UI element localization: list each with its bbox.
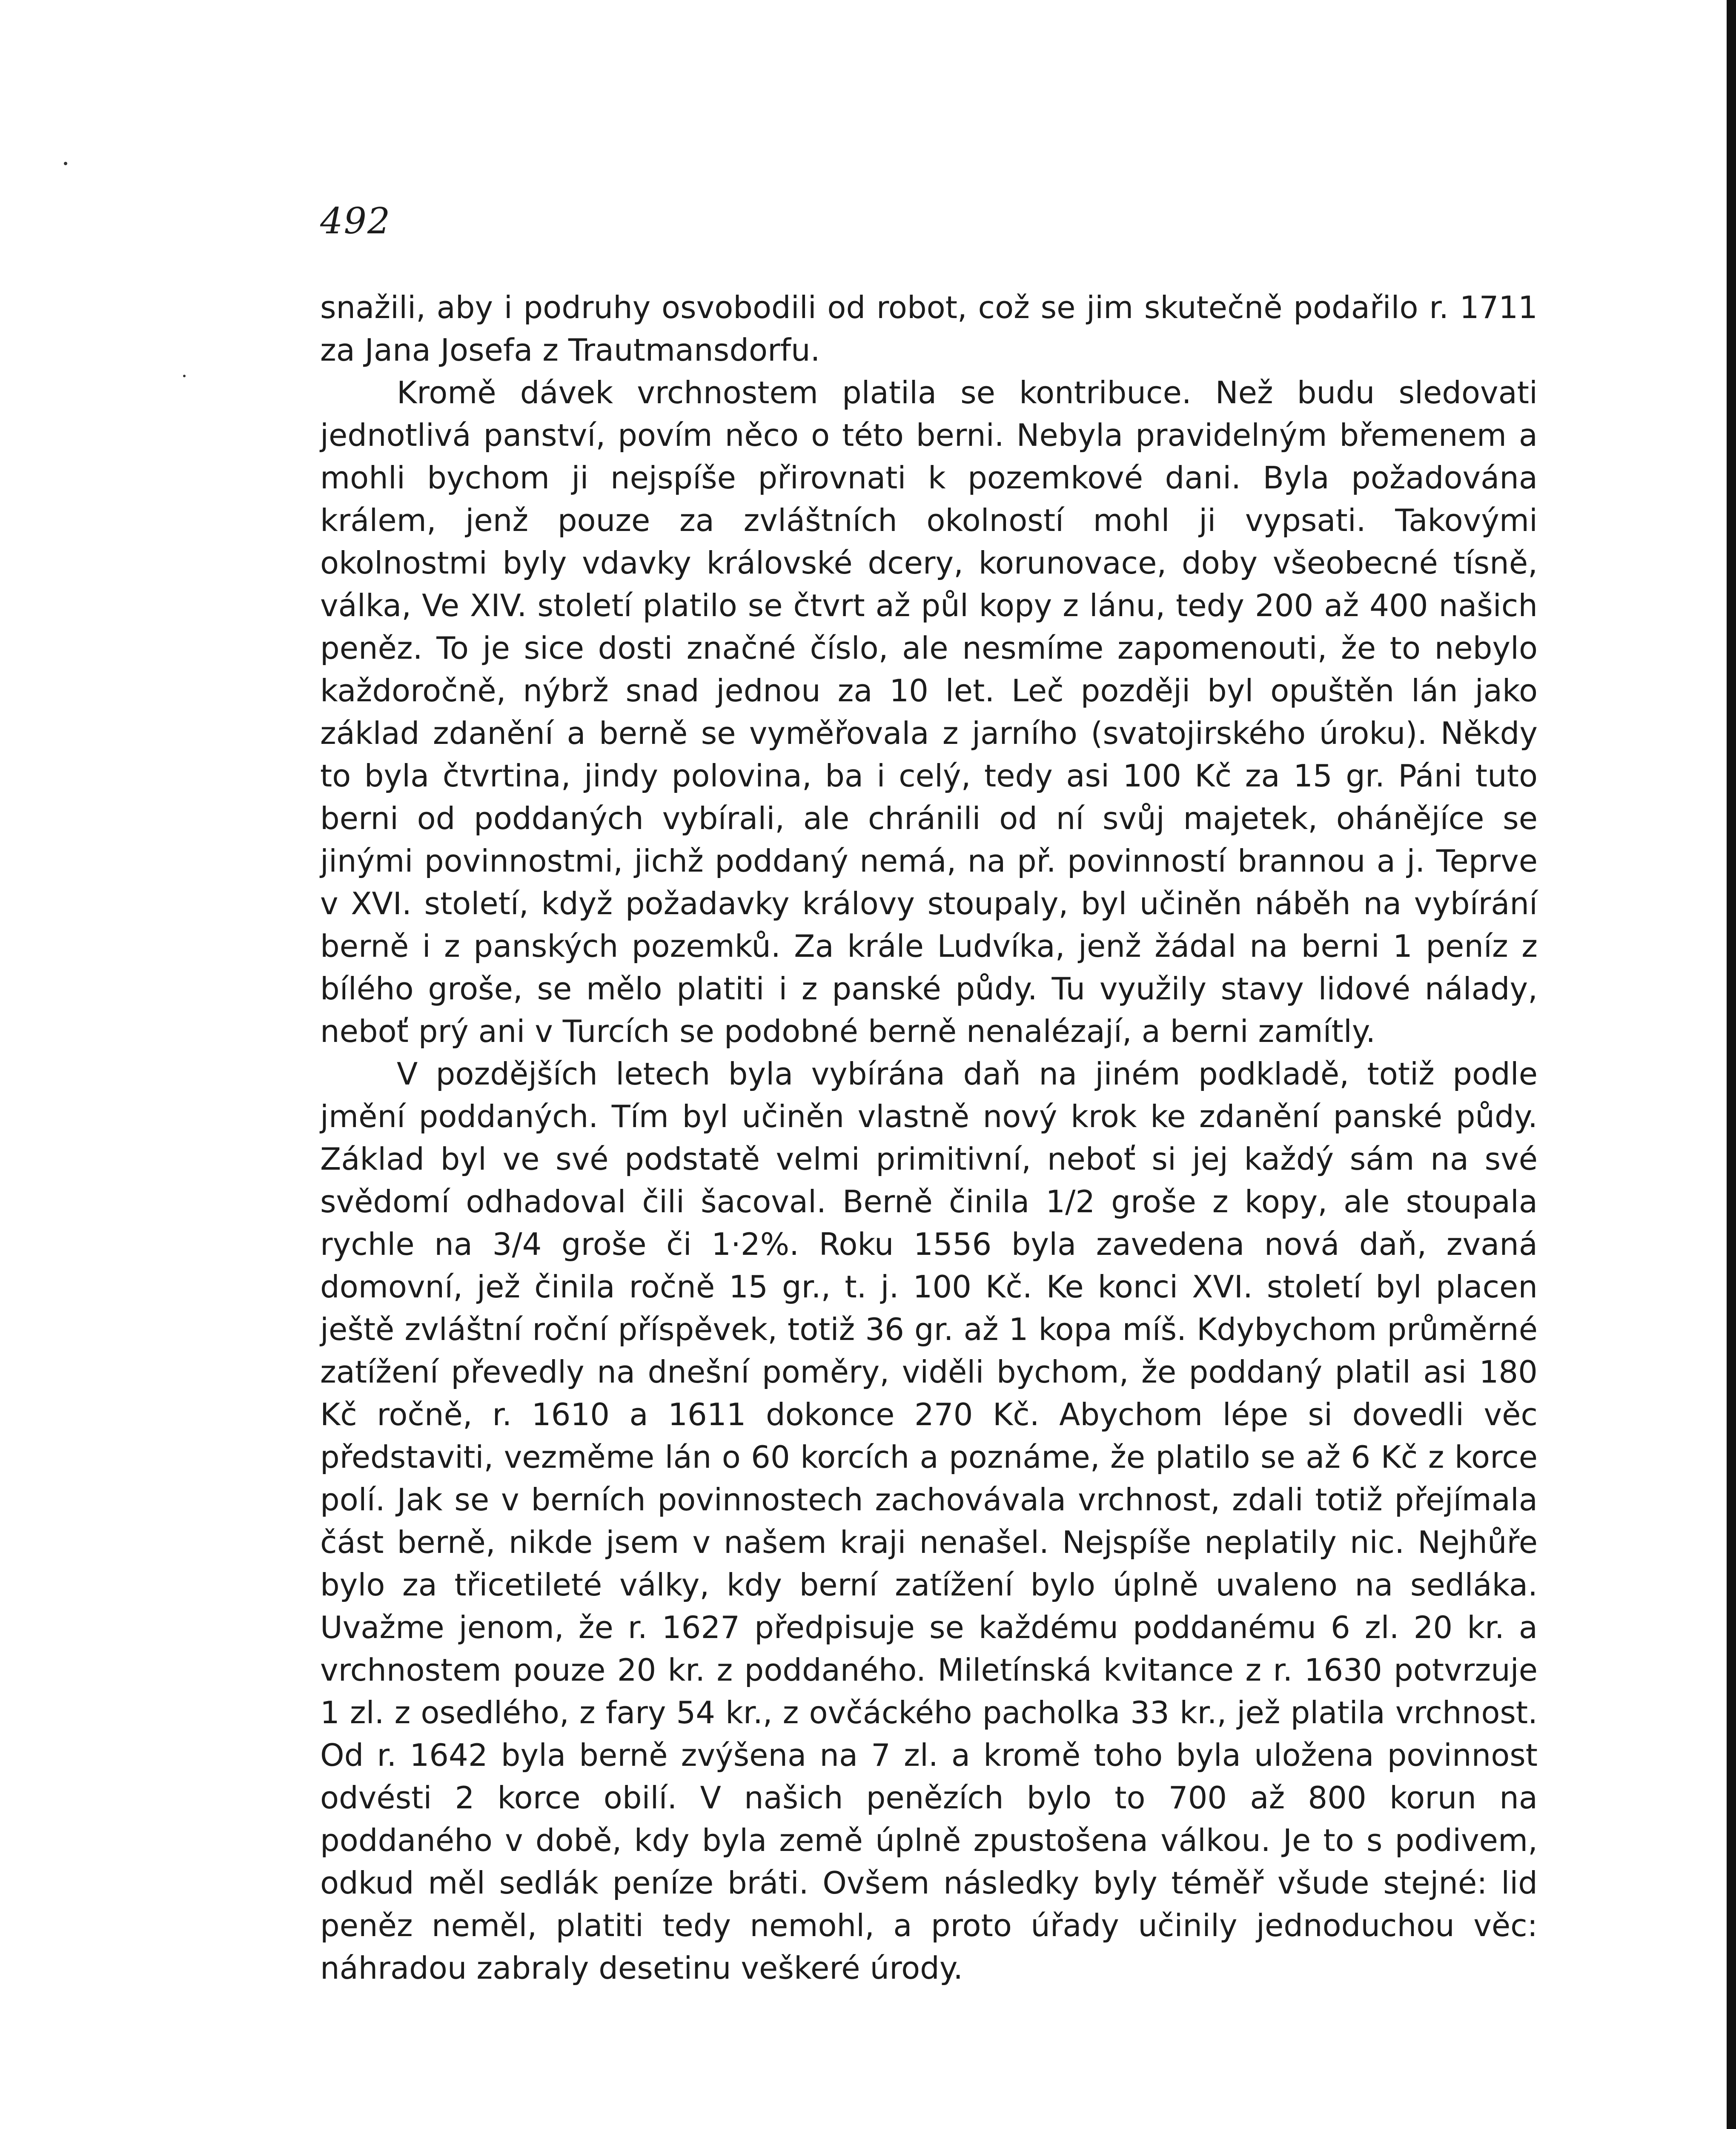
paragraph-3-part-a: V pozdějších letech byla vybírána daň na jiném podkladě, totiž podle jmění poddaných. Tím byl učiněn vlastně nový krok ke zdanění panské půdy. Základ byl ve své podstatě velmi primitivní, neboť si jej každý sám na své svědomí odhadoval čili šacoval. Berně činila [320, 1056, 1538, 1219]
scan-speck [183, 375, 186, 377]
scan-edge-right [1727, 0, 1736, 2129]
paragraph-3-part-c: groše či 1·2%. Roku 1556 byla zavedena nová daň, zvaná domovní, jež činila ročně 15 gr., t. j. 100 Kč. Ke konci XVI. století byl placen ještě zvláštní roční příspěvek, totiž 36 gr. až 1 kopa míš. Kdybychom průměrné zatížení převedly na dnešní poměry, viděli bychom, že poddaný platil asi 180 Kč ročně, r. 1610 a 1611 dokonce 270 Kč. Abychom lépe si dovedli věc představiti, vezměme lán o 60 korcích a poznáme, že platilo se až 6 Kč z korce polí. Jak se v berních povinnostech zachovávala vrchnost, zdali totiž přejímala část berně, nikde jsem v našem kraji nenašel. Nejspíše neplatily nic. Nejhůře bylo za třicetileté války, kdy berní zatížení bylo úplně uvaleno na sedláka. Uvažme jenom, že r. 1627 předpisuje se každému poddanému 6 zl. 20 kr. a vrchnostem pouze 20 kr. z poddaného. Miletínská kvitance z r. 1630 potvrzuje 1 zl. z osedlého, z fary 54 kr., z ovčáckého pacholka 33 kr., jež platila vrchnost. Od r. 1642 byla berně zvýšena na 7 zl. a kromě toho byla uložena povinnost odvésti 2 korce obilí. V našich penězích bylo to 700 až 800 korun na poddaného v době, kdy byla země úplně zpustošena válkou. Je to s podivem, odkud měl sedlák peníze bráti. Ovšem následky byly téměř všude stejné: lid peněz neměl, platiti tedy nemohl, a proto úřady učinily jednoduchou věc: náhradou zabraly desetinu veškeré úrody. [320, 1226, 1538, 1986]
fraction-three-quarters: 3/4 [492, 1226, 542, 1262]
page-number: 492 [320, 200, 391, 242]
paragraph-2: Kromě dávek vrchnostem platila se kontribuce. Než budu sledovati jednotlivá panství, povím něco o této berni. Nebyla pravidelným břemenem a mohli bychom ji nejspíše přirovnati k pozemkové dani. Byla požadována králem, jenž pouze za zvláštních okolností mohl ji vypsati. Takovými okolnostmi byly vdavky královské dcery, korunovace, doby všeobecné tísně, válka, Ve XIV. století platilo se čtvrt až půl kopy z lánu, tedy 200 až 400 našich peněz. To je sice dosti značné číslo, ale nesmíme zapomenouti, že to nebylo každoročně, nýbrž snad jednou za 10 let. Leč později byl opuštěn lán jako základ zdanění a berně se vyměřovala z jarního (svatojirského úroku). Někdy to byla čtvrtina, jindy polovina, ba i celý, tedy asi 100 Kč za 15 gr. Páni tuto berni od poddaných vybírali, ale chránili od ní svůj majetek, ohánějíce se jinými povinnostmi, jichž poddaný nemá, na př. povinností brannou a j. Teprve v XVI. století, když požadavky královy stoupaly, byl učiněn náběh na vybírání berně i z panských pozemků. Za krále Ludvíka, jenž žádal na berni 1 peníz z bílého groše, se mělo platiti i z panské půdy. Tu využily stavy lidové nálady, neboť prý ani v Turcích se podobné berně nenalézají, a berni zamítly. [320, 375, 1538, 1049]
paragraph-3 [320, 1053, 1538, 1989]
scan-speck [64, 162, 67, 165]
paragraph-1: snažili, aby i podruhy osvobodili od robot, což se jim skutečně podařilo r. 1711 za Jana Josefa z Trautmansdorfu. [320, 290, 1538, 368]
paragraph-3-part-b: groše z kopy, ale stoupala rychle na [320, 1184, 1538, 1262]
fraction-half: 1/2 [1046, 1184, 1095, 1219]
body-text [320, 286, 1538, 1989]
